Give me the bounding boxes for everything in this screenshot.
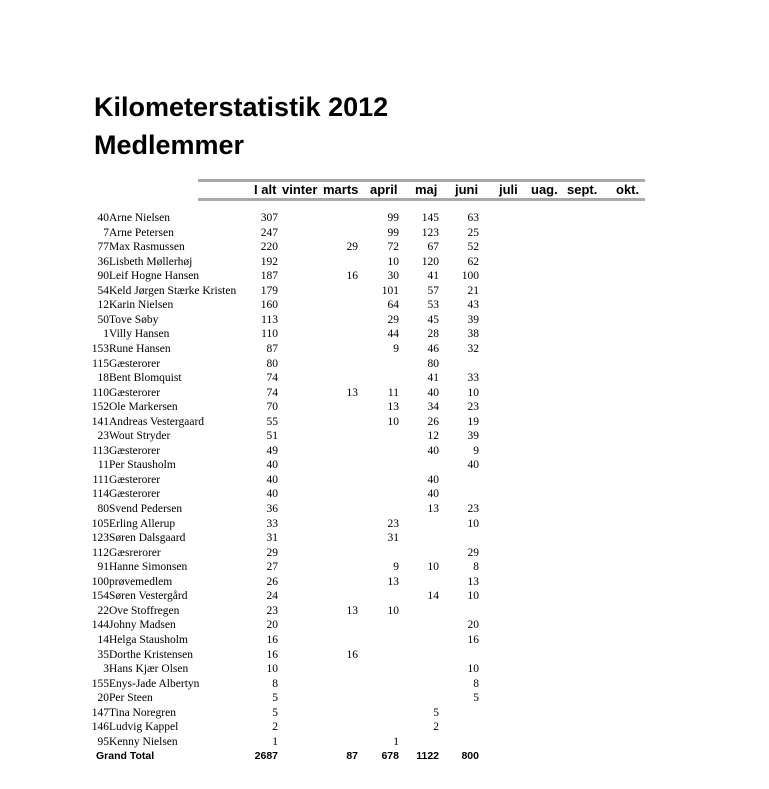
member-number: 112 <box>92 546 109 559</box>
km-juni: 20 <box>467 619 479 632</box>
km-juni: 39 <box>467 430 479 443</box>
km-juni: 21 <box>467 284 479 297</box>
table-row <box>0 429 769 444</box>
km-maj: 14 <box>427 590 439 603</box>
km-april: 13 <box>387 575 399 588</box>
km-april: 9 <box>393 561 399 574</box>
km-maj: 45 <box>427 313 439 326</box>
member-number: 141 <box>91 415 109 428</box>
member-name: Tina Noregren <box>109 706 176 719</box>
km-maj: 28 <box>427 328 439 341</box>
member-number: 111 <box>92 473 109 486</box>
table-row <box>0 284 769 299</box>
km-maj: 120 <box>421 255 439 268</box>
member-number: 1 <box>103 328 109 341</box>
member-name: Max Rasmussen <box>109 241 185 254</box>
member-name: Andreas Vestergaard <box>109 415 205 428</box>
member-number: 155 <box>91 677 109 690</box>
member-number: 50 <box>97 313 109 326</box>
km-juni: 38 <box>467 328 479 341</box>
member-name: Arne Nielsen <box>109 212 170 224</box>
table-row <box>0 546 769 561</box>
km-juni: 63 <box>467 212 479 224</box>
km-juni: 43 <box>467 299 479 312</box>
table-row <box>0 633 769 648</box>
km-total: 307 <box>260 212 278 224</box>
km-juni: 100 <box>461 270 479 283</box>
table-row <box>0 677 769 692</box>
member-name: Gæsterorer <box>109 444 161 457</box>
km-maj: 41 <box>427 270 439 283</box>
km-juni: 62 <box>467 255 479 268</box>
table-row <box>0 487 769 502</box>
km-maj: 67 <box>427 241 439 254</box>
member-number: 40 <box>97 212 109 224</box>
km-total: 160 <box>260 299 278 312</box>
km-maj: 57 <box>427 284 439 297</box>
km-juni: 16 <box>467 633 479 646</box>
km-maj: 34 <box>427 401 439 414</box>
table-row <box>0 473 769 488</box>
member-name: Svend Pedersen <box>109 503 183 515</box>
table-row <box>0 706 769 721</box>
member-name: Enys-Jade Albertyn <box>109 677 200 690</box>
member-name: Johny Madsen <box>109 619 176 632</box>
table-row <box>0 400 769 415</box>
km-total: 40 <box>266 488 278 501</box>
member-name: Tove Søby <box>109 313 159 326</box>
km-total: 16 <box>266 648 278 661</box>
table-row <box>0 662 769 677</box>
member-name: Søren Dalsgaard <box>109 532 186 545</box>
member-number: 18 <box>97 372 109 385</box>
table-row <box>0 255 769 270</box>
table-row <box>0 226 769 241</box>
member-name: Villy Hansen <box>109 328 170 341</box>
member-name: Hans Kjær Olsen <box>109 663 189 676</box>
km-marts: 29 <box>346 241 358 254</box>
km-total: 27 <box>266 561 278 574</box>
member-number: 113 <box>92 444 109 457</box>
km-juni: 29 <box>467 546 479 559</box>
table-row <box>0 575 769 590</box>
km-maj: 2 <box>433 721 439 734</box>
member-name: Ole Markersen <box>109 401 178 414</box>
km-april: 1 <box>393 735 399 748</box>
table-row <box>0 211 769 226</box>
km-april: 9 <box>393 342 399 355</box>
km-total: 16 <box>266 633 278 646</box>
table-row <box>0 517 769 532</box>
member-number: 90 <box>97 270 109 283</box>
member-number: 147 <box>91 706 109 719</box>
km-total: 74 <box>266 386 278 399</box>
member-number: 114 <box>92 488 109 501</box>
km-april: 30 <box>387 270 399 283</box>
km-maj: 40 <box>427 473 439 486</box>
member-number: 80 <box>97 503 109 515</box>
km-april: 10 <box>387 604 399 617</box>
table-row <box>0 313 769 328</box>
km-april: 72 <box>387 241 399 254</box>
km-total: 74 <box>266 372 278 385</box>
km-juni: 25 <box>467 226 479 239</box>
km-total: 179 <box>260 284 278 297</box>
km-total: 24 <box>266 590 278 603</box>
km-juni: 8 <box>473 677 479 690</box>
member-number: 36 <box>97 255 109 268</box>
km-total: 29 <box>266 546 278 559</box>
member-name: Per Stausholm <box>109 459 176 472</box>
km-april: 44 <box>387 328 399 341</box>
member-number: 3 <box>103 663 109 676</box>
km-maj: 145 <box>421 212 439 224</box>
member-number: 23 <box>97 430 109 443</box>
report-subtitle: Medlemmer <box>94 130 245 160</box>
member-number: 144 <box>91 619 109 632</box>
km-total: 33 <box>266 517 278 530</box>
km-total: 51 <box>266 430 278 443</box>
km-total: 247 <box>260 226 278 239</box>
col-header-ialt: I alt <box>254 182 277 197</box>
km-total: 55 <box>266 415 278 428</box>
col-header-maj: maj <box>415 182 438 197</box>
km-juni: 23 <box>467 503 479 515</box>
km-maj: 26 <box>427 415 439 428</box>
member-name: prøvemedlem <box>109 575 173 588</box>
member-name: Erling Allerup <box>109 517 176 530</box>
km-total: 87 <box>266 342 278 355</box>
km-maj: 80 <box>427 357 439 370</box>
km-april: 13 <box>387 401 399 414</box>
header-rule-bottom <box>198 198 645 201</box>
member-number: 54 <box>97 284 109 297</box>
km-april: 31 <box>387 532 399 545</box>
table-row <box>0 648 769 663</box>
member-number: 100 <box>91 575 109 588</box>
km-total: 8 <box>272 677 278 690</box>
member-name: Lisbeth Møllerhøj <box>109 255 193 268</box>
member-number: 12 <box>97 299 109 312</box>
member-name: Hanne Simonsen <box>109 561 188 574</box>
member-name: Rune Hansen <box>109 342 171 355</box>
km-total: 36 <box>266 503 278 515</box>
km-total: 1 <box>272 735 278 748</box>
km-juni: 10 <box>467 517 479 530</box>
km-marts: 13 <box>346 604 358 617</box>
table-row <box>0 589 769 604</box>
km-juni: 8 <box>473 561 479 574</box>
table-row <box>0 458 769 473</box>
member-name: Gæsterorer <box>109 473 161 486</box>
member-number: 110 <box>92 386 109 399</box>
member-number: 95 <box>97 735 109 748</box>
km-juni: 23 <box>467 401 479 414</box>
km-juni: 39 <box>467 313 479 326</box>
km-juni: 19 <box>467 415 479 428</box>
member-number: 22 <box>97 604 109 617</box>
col-header-april: april <box>370 182 398 197</box>
member-name: Gæsterorer <box>109 488 161 501</box>
table-row <box>0 720 769 735</box>
km-juni: 5 <box>473 692 479 705</box>
table-row <box>0 560 769 575</box>
member-name: Ludvig Kappel <box>109 721 179 734</box>
table-row <box>0 502 769 517</box>
km-maj: 123 <box>421 226 439 239</box>
km-total: 5 <box>272 692 278 705</box>
km-april: 99 <box>387 226 399 239</box>
km-maj: 13 <box>427 503 439 515</box>
km-total: 31 <box>266 532 278 545</box>
km-total: 40 <box>266 459 278 472</box>
member-number: 146 <box>91 721 109 734</box>
km-maj: 40 <box>427 444 439 457</box>
member-number: 152 <box>91 401 109 414</box>
km-juni: 9 <box>473 444 479 457</box>
km-juni: 33 <box>467 372 479 385</box>
member-number: 105 <box>91 517 109 530</box>
km-total: 220 <box>260 241 278 254</box>
member-number: 91 <box>97 561 109 574</box>
km-juni: 52 <box>467 241 479 254</box>
km-april: 99 <box>387 212 399 224</box>
km-juni: 10 <box>467 663 479 676</box>
km-maj: 10 <box>427 561 439 574</box>
col-header-okt: okt. <box>616 182 640 197</box>
km-total: 80 <box>266 357 278 370</box>
member-name: Bent Blomquist <box>109 372 182 385</box>
km-maj: 5 <box>433 706 439 719</box>
col-header-juni: juni <box>455 182 479 197</box>
table-row <box>0 415 769 430</box>
km-juni: 40 <box>467 459 479 472</box>
member-name: Karin Nielsen <box>109 299 174 312</box>
km-total: 26 <box>266 575 278 588</box>
member-name: Helga Stausholm <box>109 633 188 646</box>
member-name: Søren Vestergård <box>109 590 188 603</box>
member-number: 7 <box>103 226 109 239</box>
km-total: 40 <box>266 473 278 486</box>
member-number: 154 <box>91 590 109 603</box>
table-row <box>0 735 769 750</box>
table-row <box>0 618 769 633</box>
table-row <box>0 298 769 313</box>
km-juni: 13 <box>467 575 479 588</box>
table-row <box>0 604 769 619</box>
col-header-vinter: vinter <box>282 182 318 197</box>
km-total: 113 <box>261 313 278 326</box>
member-name: Gæsterorer <box>109 357 161 370</box>
km-maj: 40 <box>427 488 439 501</box>
km-total: 187 <box>260 270 278 283</box>
km-april: 11 <box>387 386 399 399</box>
grand-total-april: 678 <box>381 750 399 762</box>
km-april: 23 <box>387 517 399 530</box>
table-row <box>0 240 769 255</box>
grand-total-label: Grand Total <box>96 750 155 762</box>
grand-total-ialt: 2687 <box>254 750 278 762</box>
km-juni: 10 <box>467 386 479 399</box>
km-maj: 12 <box>427 430 439 443</box>
km-april: 101 <box>381 284 399 297</box>
km-total: 20 <box>266 619 278 632</box>
col-header-uag: uag. <box>531 182 558 197</box>
table-row <box>0 531 769 546</box>
km-marts: 16 <box>346 270 358 283</box>
km-total: 5 <box>272 706 278 719</box>
member-number: 20 <box>97 692 109 705</box>
km-maj: 40 <box>427 386 439 399</box>
member-number: 11 <box>97 459 109 472</box>
member-name: Keld Jørgen Stærke Kristen <box>109 284 237 297</box>
col-header-juli: juli <box>499 182 518 197</box>
km-marts: 16 <box>346 648 358 661</box>
km-total: 10 <box>266 663 278 676</box>
km-total: 23 <box>266 604 278 617</box>
grand-total-juni: 800 <box>461 750 479 762</box>
member-name: Wout Stryder <box>109 430 171 443</box>
table-row <box>0 444 769 459</box>
member-name: Gæsterorer <box>109 386 161 399</box>
member-name: Leif Hogne Hansen <box>109 270 200 283</box>
km-april: 29 <box>387 313 399 326</box>
table-row <box>0 386 769 401</box>
member-number: 14 <box>97 633 109 646</box>
member-name: Kenny Nielsen <box>109 735 178 748</box>
member-name: Gæsrerorer <box>109 546 161 559</box>
member-number: 123 <box>91 532 109 545</box>
grand-total-maj: 1122 <box>416 750 439 762</box>
km-total: 192 <box>260 255 278 268</box>
km-total: 70 <box>266 401 278 414</box>
member-number: 115 <box>92 357 109 370</box>
km-total: 2 <box>272 721 278 734</box>
table-row <box>0 371 769 386</box>
report-title: Kilometerstatistik 2012 <box>94 92 389 122</box>
table-row <box>0 269 769 284</box>
member-name: Dorthe Kristensen <box>109 648 193 661</box>
km-april: 10 <box>387 255 399 268</box>
km-april: 64 <box>387 299 399 312</box>
table-row <box>0 327 769 342</box>
member-name: Per Steen <box>109 692 153 705</box>
table-row <box>0 357 769 372</box>
km-maj: 41 <box>427 372 439 385</box>
km-april: 10 <box>387 415 399 428</box>
table-row <box>0 342 769 357</box>
km-total: 49 <box>266 444 278 457</box>
member-number: 153 <box>91 342 109 355</box>
col-header-sept: sept. <box>567 182 598 197</box>
km-juni: 10 <box>467 590 479 603</box>
km-maj: 53 <box>427 299 439 312</box>
km-marts: 13 <box>346 386 358 399</box>
grand-total-marts: 87 <box>346 750 358 762</box>
km-juni: 32 <box>467 342 479 355</box>
km-maj: 46 <box>427 342 439 355</box>
table-row <box>0 691 769 706</box>
member-name: Arne Petersen <box>109 226 174 239</box>
member-number: 35 <box>97 648 109 661</box>
member-number: 77 <box>97 241 109 254</box>
grand-total-row <box>0 749 769 763</box>
col-header-marts: marts <box>323 182 359 197</box>
member-name: Ove Stoffregen <box>109 604 180 617</box>
km-total: 110 <box>261 328 278 341</box>
